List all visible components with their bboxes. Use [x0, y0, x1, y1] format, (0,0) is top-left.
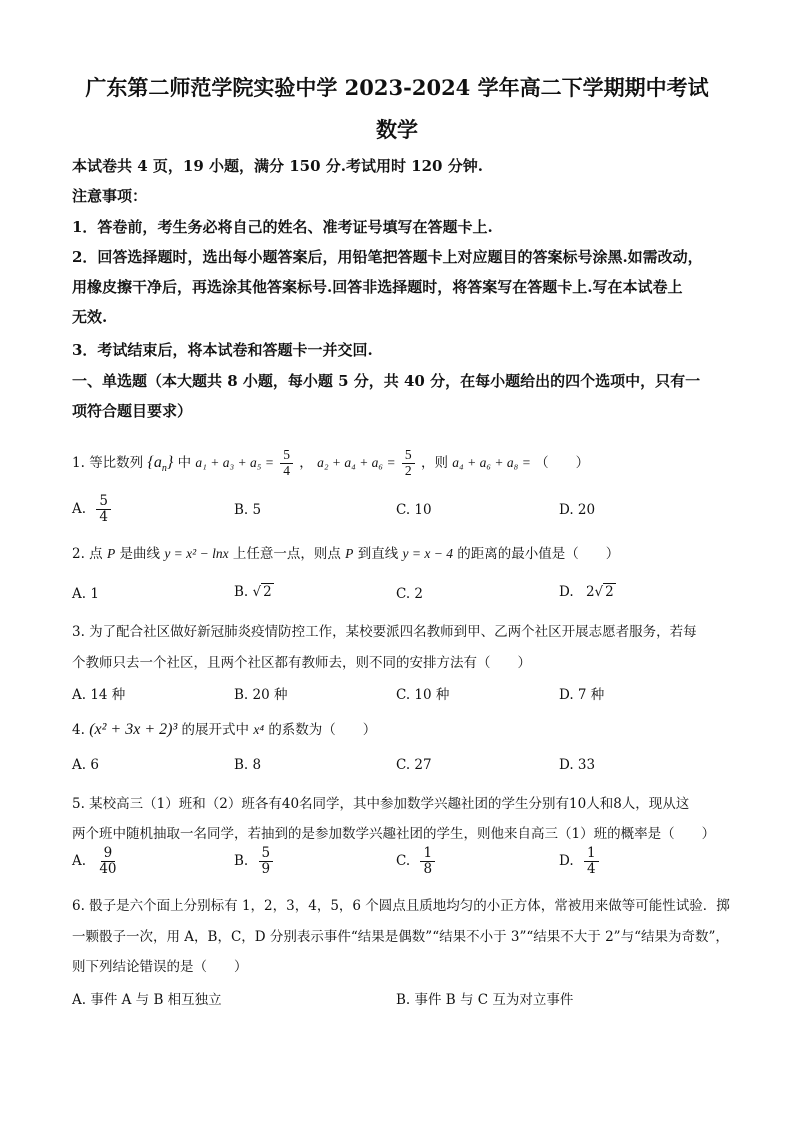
note-2-line-c: 无效.: [72, 308, 108, 326]
sqrt-icon: √: [252, 584, 262, 600]
q2-option-c: C. 2: [396, 586, 424, 602]
note-2-line-b: 用橡皮擦干净后，再选涂其他答案标号.回答非选择题时，将答案写在答题卡上.写在本试卷上: [72, 278, 683, 296]
note-1: 1．答卷前，考生务必将自己的姓名、准考证号填写在答题卡上.: [72, 218, 493, 236]
q2-option-b: B. √ 2: [234, 584, 272, 600]
question-4: 4. (x² + 3x + 2)³ 的展开式中 x⁴ 的系数为（ ）: [72, 721, 377, 738]
q5-option-b: B. $\frac{5}{9}$: [234, 846, 275, 877]
exam-summary: 本试卷共 4 页，19 小题，满分 150 分.考试用时 120 分钟.: [72, 157, 483, 175]
question-1: 1. 等比数列 $\{a_n\}$ 中 a₁ + a₃ + a₅ = $\frac{5}{4}$ ， a₂ + a₄ + a₆ = $\frac{5}{2}$ ，则 a₄ + a₆ + a₈ = （ ）: [72, 447, 590, 478]
question-5-line-b: 两个班中随机抽取一名同学，若抽到的是参加数学兴趣社团的学生，则他来自高三（1）班的概率是（ ）: [72, 826, 716, 842]
q2-option-a: A. 1: [72, 586, 99, 602]
notes-heading: 注意事项：: [72, 187, 148, 205]
q5-option-c: C. $\frac{1}{8}$: [396, 846, 437, 877]
question-6-line-c: 则下列结论错误的是（ ）: [72, 959, 248, 975]
fraction-5-2: $\frac{5}{2}$: [402, 448, 415, 479]
exam-title: 广东第二师范学院实验中学 2023-2024 学年高二下学期期中考试: [85, 75, 709, 100]
note-3: 3．考试结束后，将本试卷和答题卡一并交回.: [72, 341, 373, 359]
subject-title: 数学: [376, 117, 418, 142]
q4-option-c: C. 27: [396, 757, 432, 773]
question-2: 2. 点 P 是曲线 y = x² − lnx 上任意一点，则点 P 到直线 y = x − 4 的距离的最小值是（ ）: [72, 546, 620, 562]
q1-option-c: C. 10: [396, 502, 432, 518]
question-6-line-a: 6. 骰子是六个面上分别标有 1，2，3，4，5，6 个圆点且质地均匀的小正方体，常被用来做等可能性试验．掷: [72, 898, 730, 914]
q6-option-b: B. 事件 B 与 C 互为对立事件: [396, 992, 574, 1008]
q1-option-d: D. 20: [559, 502, 596, 518]
q4-option-b: B. 8: [234, 757, 262, 773]
section-heading-b: 项符合题目要求）: [72, 402, 193, 420]
fraction-5-4: $\frac{5}{4}$: [280, 448, 293, 479]
q4-option-d: D. 33: [559, 757, 596, 773]
question-3-line-b: 个教师只去一个社区，且两个社区都有教师去，则不同的安排方法有（ ）: [72, 655, 531, 671]
q3-option-d: D. 7 种: [559, 687, 605, 703]
section-heading-a: 一、单选题（本大题共 8 小题，每小题 5 分，共 40 分，在每小题给出的四个选项中，只有一: [72, 372, 701, 390]
q3-option-c: C. 10 种: [396, 687, 450, 703]
question-3-line-a: 3. 为了配合社区做好新冠肺炎疫情防控工作，某校要派四名教师到甲、乙两个社区开展志愿者服务，若每: [72, 624, 697, 640]
note-2-line-a: 2．回答选择题时，选出每小题答案后，用铅笔把答题卡上对应题目的答案标号涂黑.如需改动，: [72, 248, 703, 266]
question-5-line-a: 5. 某校高三（1）班和（2）班各有40名同学，其中参加数学兴趣社团的学生分别有10人和8人，现从这: [72, 796, 690, 812]
q3-option-a: A. 14 种: [72, 687, 126, 703]
sqrt-icon: √: [594, 584, 604, 600]
sequence-notation: $\{a_n\}$: [147, 453, 174, 475]
q6-option-a: A. 事件 A 与 B 相互独立: [72, 992, 222, 1008]
q5-option-d: D. $\frac{1}{4}$: [559, 846, 601, 877]
q3-option-b: B. 20 种: [234, 687, 288, 703]
q5-option-a: A. $\frac{9}{40}$: [72, 845, 117, 877]
q4-option-a: A. 6: [72, 757, 99, 773]
q2-option-d: D. 2√ 2: [559, 584, 614, 600]
q1-option-a: A. $\frac{5}{4}$: [72, 494, 113, 525]
question-6-line-b: 一颗骰子一次，用 A，B，C，D 分别表示事件“结果是偶数”“结果不小于 3”“结果不大于 2”与“结果为奇数”，: [72, 929, 729, 945]
q1-option-b: B. 5: [234, 502, 262, 518]
